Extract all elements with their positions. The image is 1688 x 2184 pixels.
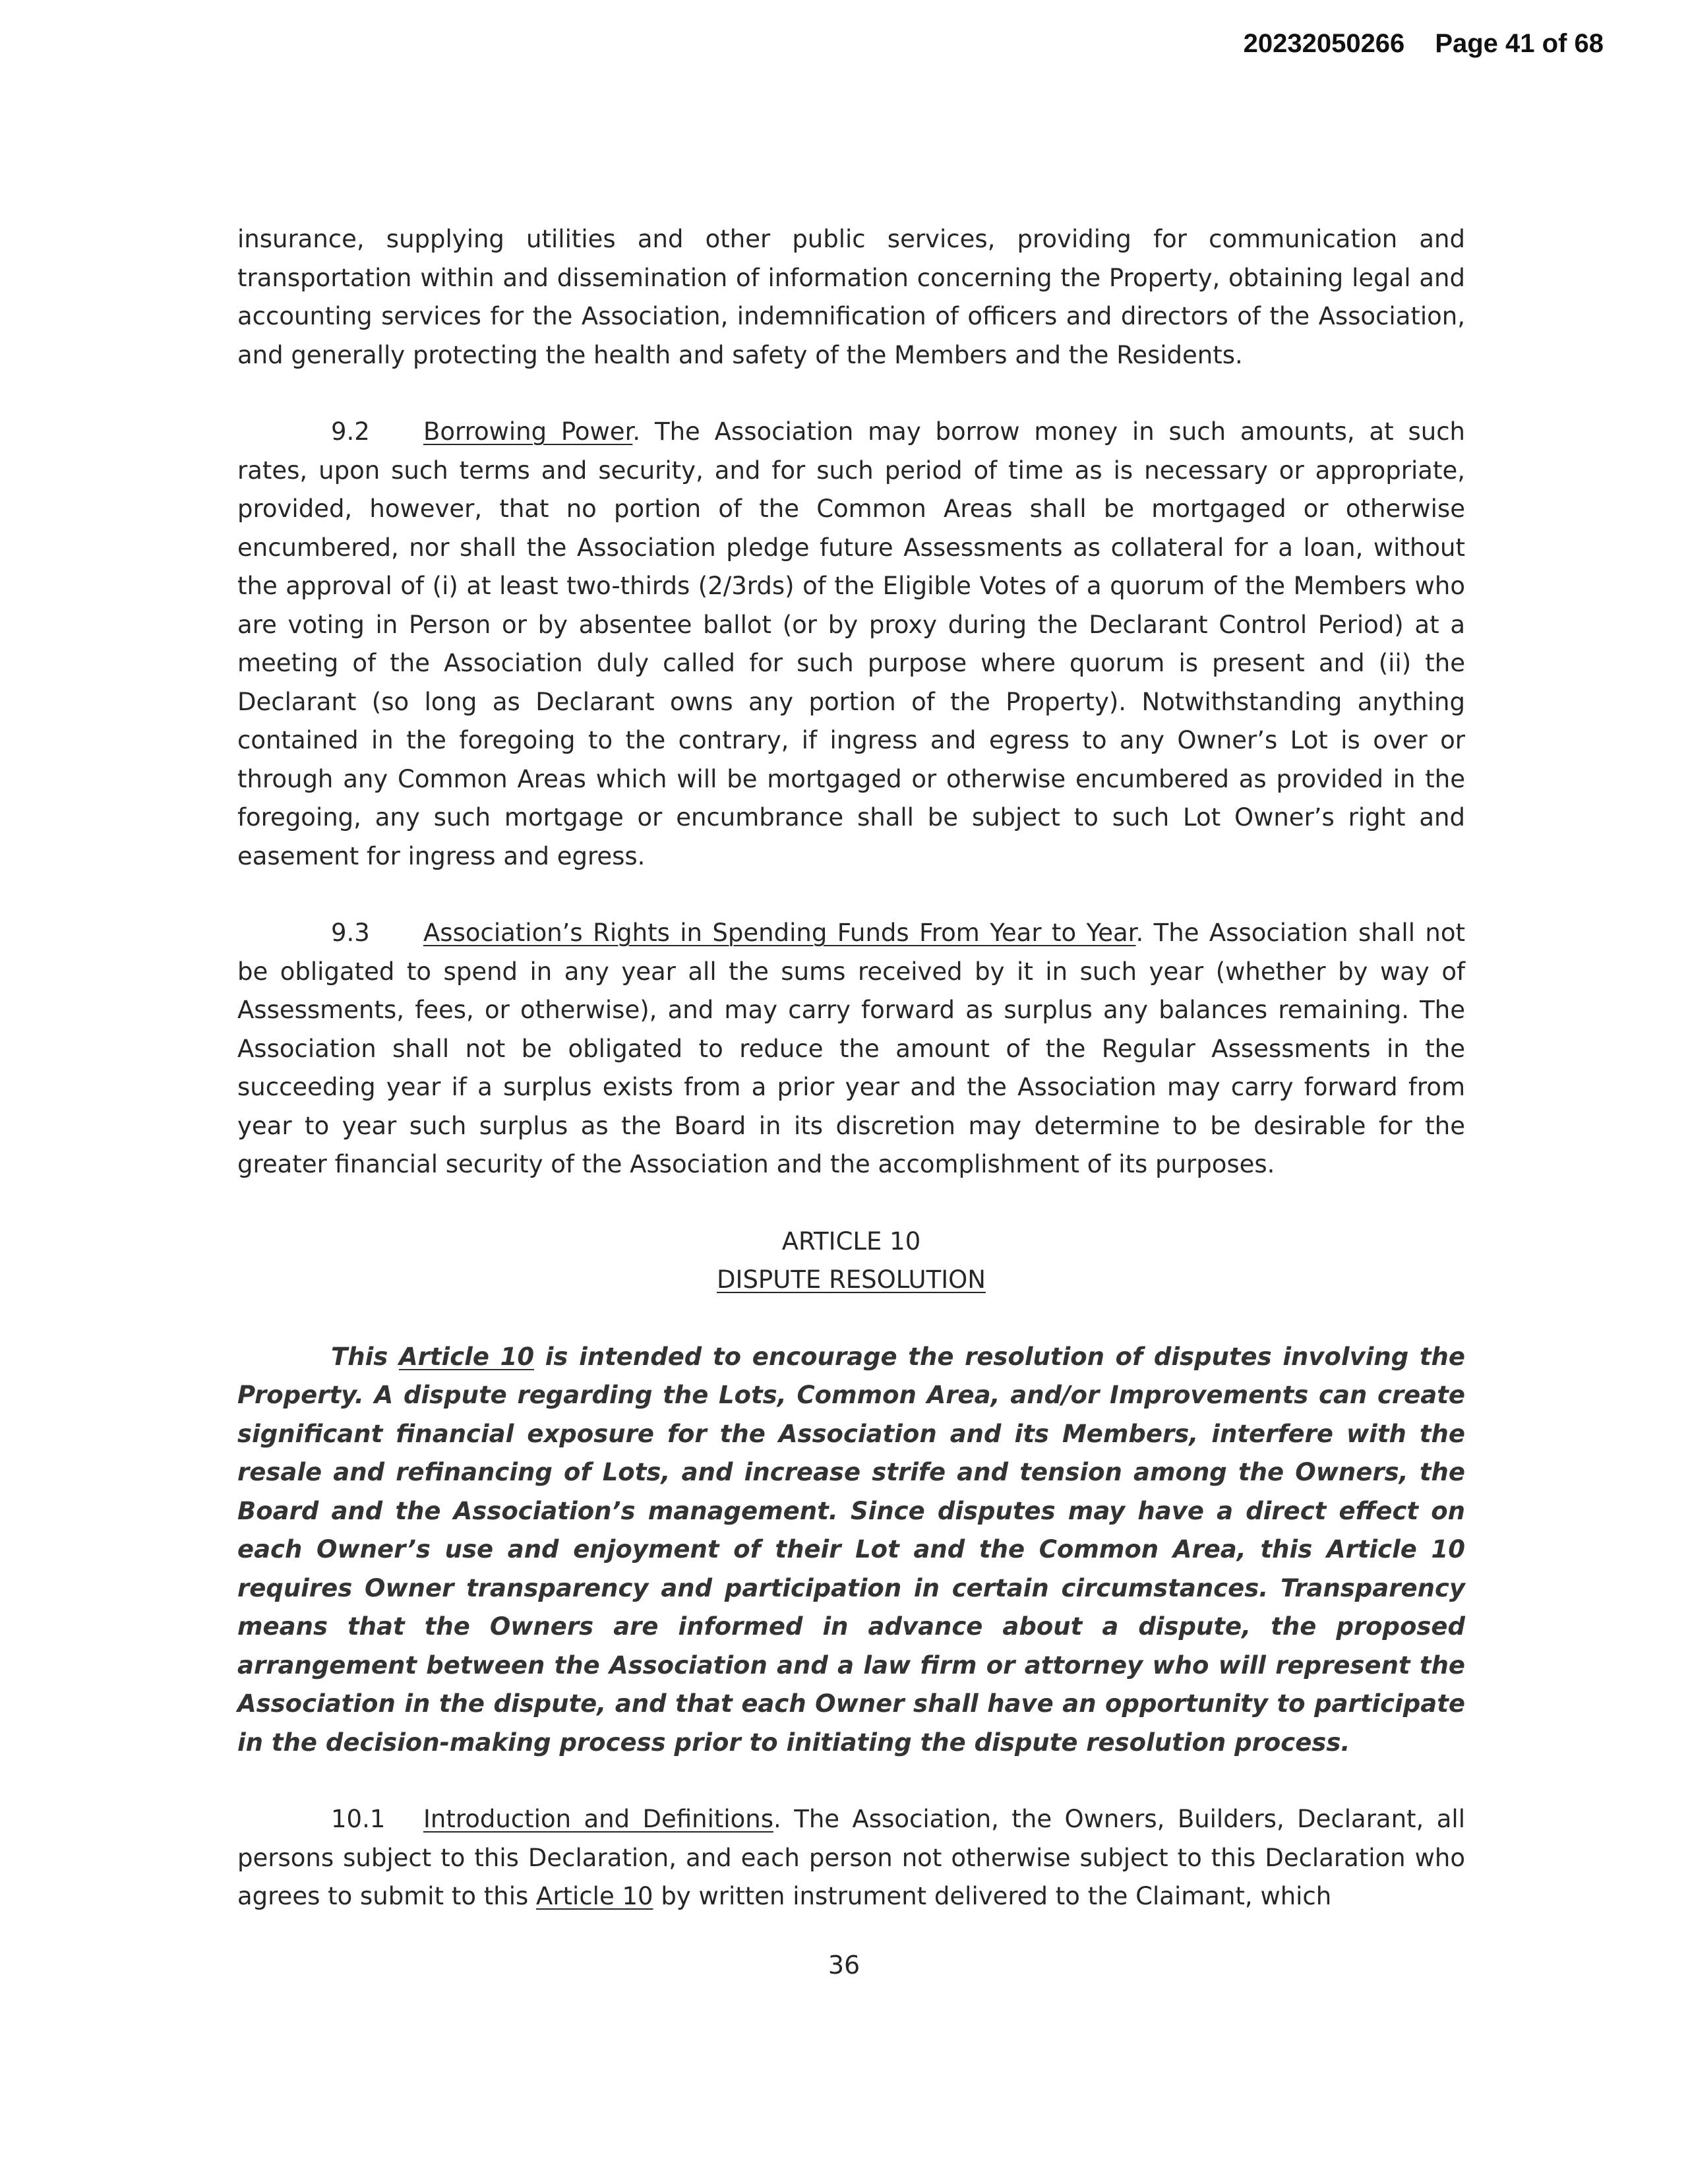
article-reference: Article 10	[398, 1342, 535, 1371]
section-10-1	[237, 1800, 1465, 1916]
article-heading	[237, 1223, 1465, 1300]
section-body: . The Association shall not be obligated to spend in any year all the sums received by it in such year (whether by way of Assessments, fees, or otherwise), and may carry forward as surplus any balances remaining. The Association shall not be obligated to reduce the amount of the Regular Assessments in the succeeding year if a surplus exists from a prior year and the Association may carry forward from year to year such surplus as the Board in its discretion may determine to be desirable for the greater financial security of the Association and the accomplishment of its purposes.	[237, 919, 1465, 1178]
article-intro	[237, 1338, 1465, 1763]
document-body	[237, 220, 1465, 1955]
section-number: 10.1	[331, 1805, 386, 1833]
section-number: 9.3	[331, 919, 370, 947]
page-number: 36	[828, 1951, 860, 1980]
paragraph-continuation: insurance, supplying utilities and other public services, providing for communication and transportation within and dissemination of information concerning the Property, obtaining legal and accounting services for the Association, indemnification of officers and directors of the Association, and generally protecting the health and safety of the Members and the Residents.	[237, 225, 1465, 369]
article-label: ARTICLE 10	[781, 1227, 921, 1256]
article-reference: Article 10	[536, 1882, 653, 1910]
section-9-3	[237, 914, 1465, 1184]
section-body: . The Association may borrow money in such amounts, at such rates, upon such terms and security, and for such period of time as is necessary or appropriate, provided, however, that no portion of the Common Areas shall be mortgaged or otherwise encumbered, nor shall the Association pledge future Assessments as collateral for a loan, without the approval of (i) at least two-thirds (2/3rds) of the Eligible Votes of a quorum of the Members who are voting in Person or by absentee ballot (or by proxy during the Declarant Control Period) at a meeting of the Association duly called for such purpose where quorum is present and (ii) the Declarant (so long as Declarant owns any portion of the Property). Notwithstanding anything contained in the foregoing to the contrary, if ingress and egress to any Owner’s Lot is over or through any Common Areas which will be mortgaged or otherwise encumbered as provided in the foregoing, any such mortgage or encumbrance shall be subject to such Lot Owner’s right and easement for ingress and egress.	[237, 417, 1465, 870]
article-title	[237, 1261, 1465, 1300]
section-title: Association’s Rights in Spending Funds From Year to Year	[423, 919, 1136, 947]
article-title-text: DISPUTE RESOLUTION	[717, 1265, 986, 1294]
page-label: Page 41 of 68	[1435, 29, 1604, 58]
intro-text-rest: is intended to encourage the resolution of disputes involving the Property. A dispute regarding the Lots, Common Area, and/or Improvements can create significant financial exposure for the Association and its Members, interfere with the resale and refinancing of Lots, and increase strife and tension among the Owners, the Board and the Association’s management. Since disputes may have a direct effect on each Owner’s use and enjoyment of their Lot and the Common Area, this Article 10 requires Owner transparency and participation in certain circumstances. Transparency means that the Owners are informed in advance about a dispute, the proposed arrangement between the Association and a law firm or attorney who will represent the Association in the dispute, and that each Owner shall have an opportunity to participate in the decision-making process prior to initiating the dispute resolution process.	[237, 1342, 1465, 1757]
section-body: . The Association, the Owners, Builders, Declarant, all persons subject to this Declaration, and each person not otherwise subject to this Declaration who agrees to submit to this	[237, 1805, 1465, 1910]
section-number: 9.2	[331, 417, 370, 446]
intro-text-start: This	[331, 1342, 399, 1371]
section-body-end: by written instrument delivered to the Claimant, which	[653, 1882, 1332, 1910]
section-title: Introduction and Definitions	[423, 1805, 774, 1833]
section-title: Borrowing Power	[423, 417, 633, 446]
section-9-2	[237, 413, 1465, 876]
document-number: 20232050266	[1243, 29, 1405, 58]
page-header	[1244, 29, 1604, 59]
